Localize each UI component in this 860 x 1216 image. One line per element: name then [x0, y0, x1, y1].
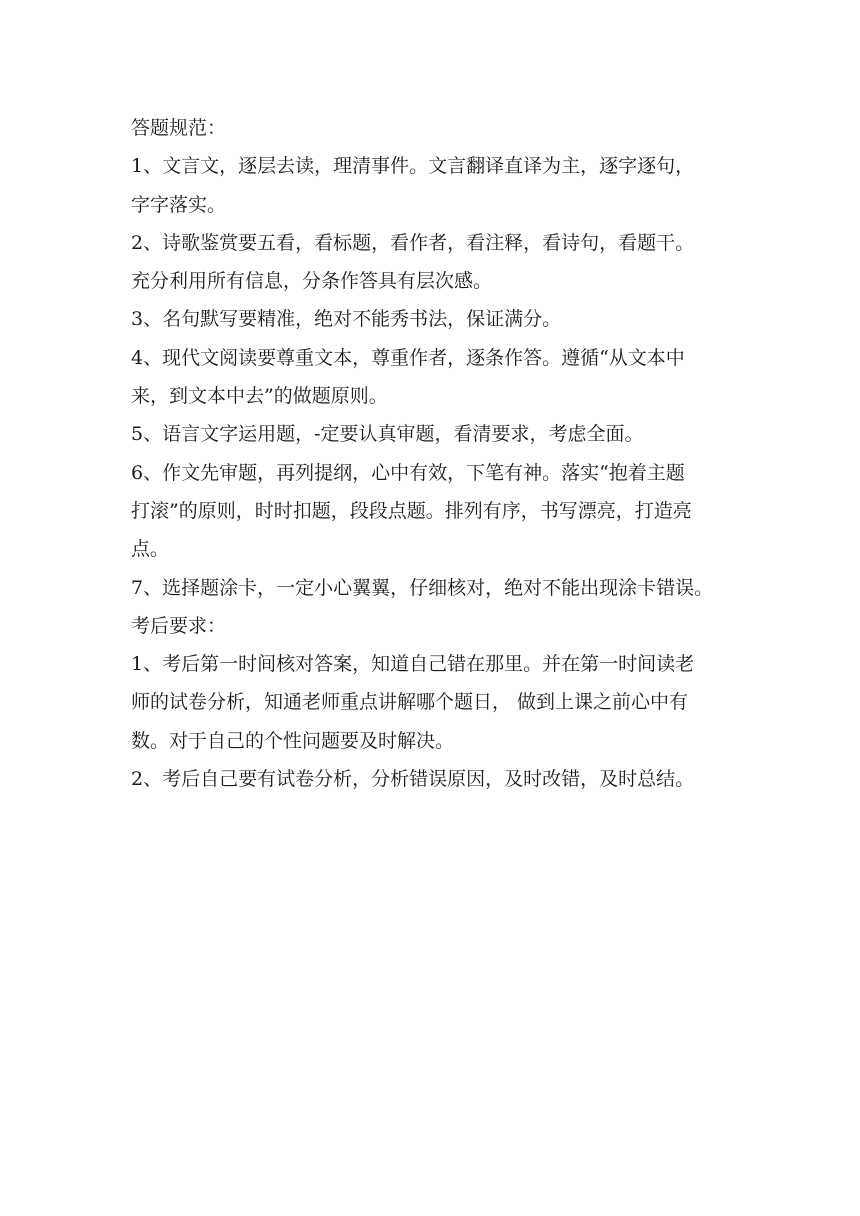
paragraph-line: 充分利用所有信息，分条作答具有层次感。	[131, 270, 493, 293]
document-page	[131, 109, 735, 798]
paragraph-line: 点。	[131, 538, 170, 561]
paragraph-line: 师的试卷分析，知通老师重点讲解哪个题日， 做到上课之前心中有	[131, 691, 689, 714]
paragraph-line: 1、考后第一时间核对答案，知道自己错在那里。并在第一时间读老	[131, 653, 695, 676]
paragraph-line: 5、语言文字运用题，-定要认真审题，看清要求，考虑全面。	[131, 423, 644, 446]
paragraph-line: 2、考后自己要有试卷分析，分析错误原因，及时改错，及时总结。	[131, 768, 695, 791]
paragraph-line: 字字落实。	[131, 193, 227, 216]
paragraph-line: 3、名句默写要精准，绝对不能秀书法，保证满分。	[131, 308, 562, 331]
section-heading-after-exam: 考后要求：	[131, 614, 227, 637]
paragraph-line: 7、选择题涂卡，一定小心翼翼，仔细核对，绝对不能出现涂卡错误。	[131, 576, 714, 599]
paragraph-line: 1、文言文，逐层去读，理清事件。文言翻译直译为主，逐字逐句，	[131, 155, 695, 178]
paragraph-line: 来，到文本中去”的做题原则。	[131, 385, 388, 408]
paragraph-line: 数。对于自己的个性问题要及时解决。	[131, 729, 455, 752]
paragraph-line: 4、现代文阅读要尊重文本，尊重作者，逐条作答。遵循“从文本中	[131, 346, 685, 369]
section-heading-answer-rules: 答题规范：	[131, 117, 227, 139]
paragraph-line: 打滚”的原则，时时扣题，段段点题。排列有序，书写漂亮，打造亮	[131, 499, 692, 522]
paragraph-line: 2、诗歌鉴赏要五看，看标题，看作者，看注释，看诗句，看题干。	[131, 231, 695, 254]
paragraph-line: 6、作文先审题，再列提纲，心中有效，下笔有神。落实“抱着主题	[131, 461, 685, 484]
